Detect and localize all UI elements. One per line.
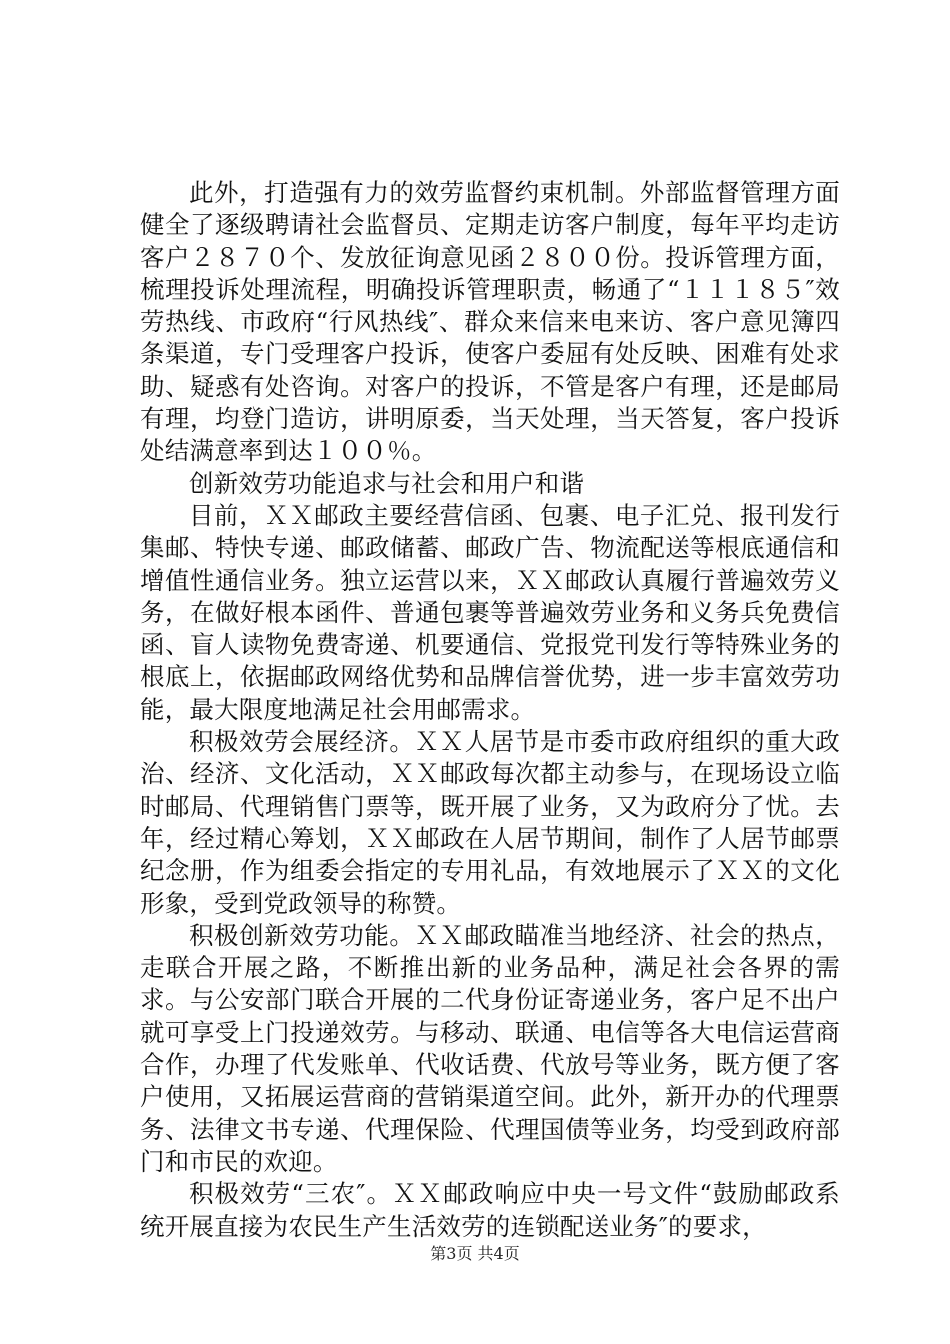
paragraph-supervision: 此外，打造强有力的效劳监督约束机制。外部监督管理方面健全了逐级聘请社会监督员、定期走访客户制度，每年平均走访客户２８７０个、发放征询意见函２８００份。投诉管理方面，梳理投诉处理流程，明确投诉管理职责，畅通了“１１１８５″效劳热线、市政府“行风热线″、群众来信来电来访、客户意见簿四条渠道，专门受理客户投诉，使客户委屈有处反映、困难有处求助、疑惑有处咨询。对客户的投诉，不管是客户有理，还是邮局有理，均登门造访，讲明原委，当天处理，当天答复，客户投诉处结满意率到达１００％。 bbox=[140, 178, 840, 466]
paragraph-service-innovation: 积极创新效劳功能。ＸＸ邮政瞄准当地经济、社会的热点，走联合开展之路，不断推出新的业务品种，满足社会各界的需求。与公安部门联合开展的二代身份证寄递业务，客户足不出户就可享受上门投递效劳。与移动、联通、电信等各大电信运营商合作，办理了代发账单、代收话费、代放号等业务，既方便了客户使用，又拓展运营商的营销渠道空间。此外，新开办的代理票务、法律文书专递、代理保险、代理国债等业务，均受到政府部门和市民的欢迎。 bbox=[140, 920, 840, 1176]
paragraph-business-scope: 目前，ＸＸ邮政主要经营信函、包裹、电子汇兑、报刊发行集邮、特快专递、邮政储蓄、邮政广告、物流配送等根底通信和增值性通信业务。独立运营以来，ＸＸ邮政认真履行普遍效劳义务，在做好根本函件、普通包裹等普遍效劳业务和义务兵免费信函、盲人读物免费寄递、机要通信、党报党刊发行等特殊业务的根底上，依据邮政网络优势和品牌信誉优势，进一步丰富效劳功能，最大限度地满足社会用邮需求。 bbox=[140, 500, 840, 724]
page-number-footer: 第3页 共4页 bbox=[430, 1244, 520, 1263]
section-heading-innovation: 创新效劳功能追求与社会和用户和谐 bbox=[189, 468, 585, 498]
paragraph-rural-service: 积极效劳“三农″。ＸＸ邮政响应中央一号文件“鼓励邮政系统开展直接为农民生产生活效劳的连锁配送业务″的要求， bbox=[140, 1179, 840, 1241]
paragraph-exhibition-economy: 积极效劳会展经济。ＸＸ人居节是市委市政府组织的重大政治、经济、文化活动，ＸＸ邮政每次都主动参与，在现场设立临时邮局、代理销售门票等，既开展了业务，又为政府分了忧。去年，经过精心筹划，ＸＸ邮政在人居节期间，制作了人居节邮票纪念册，作为组委会指定的专用礼品，有效地展示了ＸＸ的文化形象，受到党政领导的称赞。 bbox=[140, 727, 840, 918]
document-body bbox=[140, 177, 840, 1243]
